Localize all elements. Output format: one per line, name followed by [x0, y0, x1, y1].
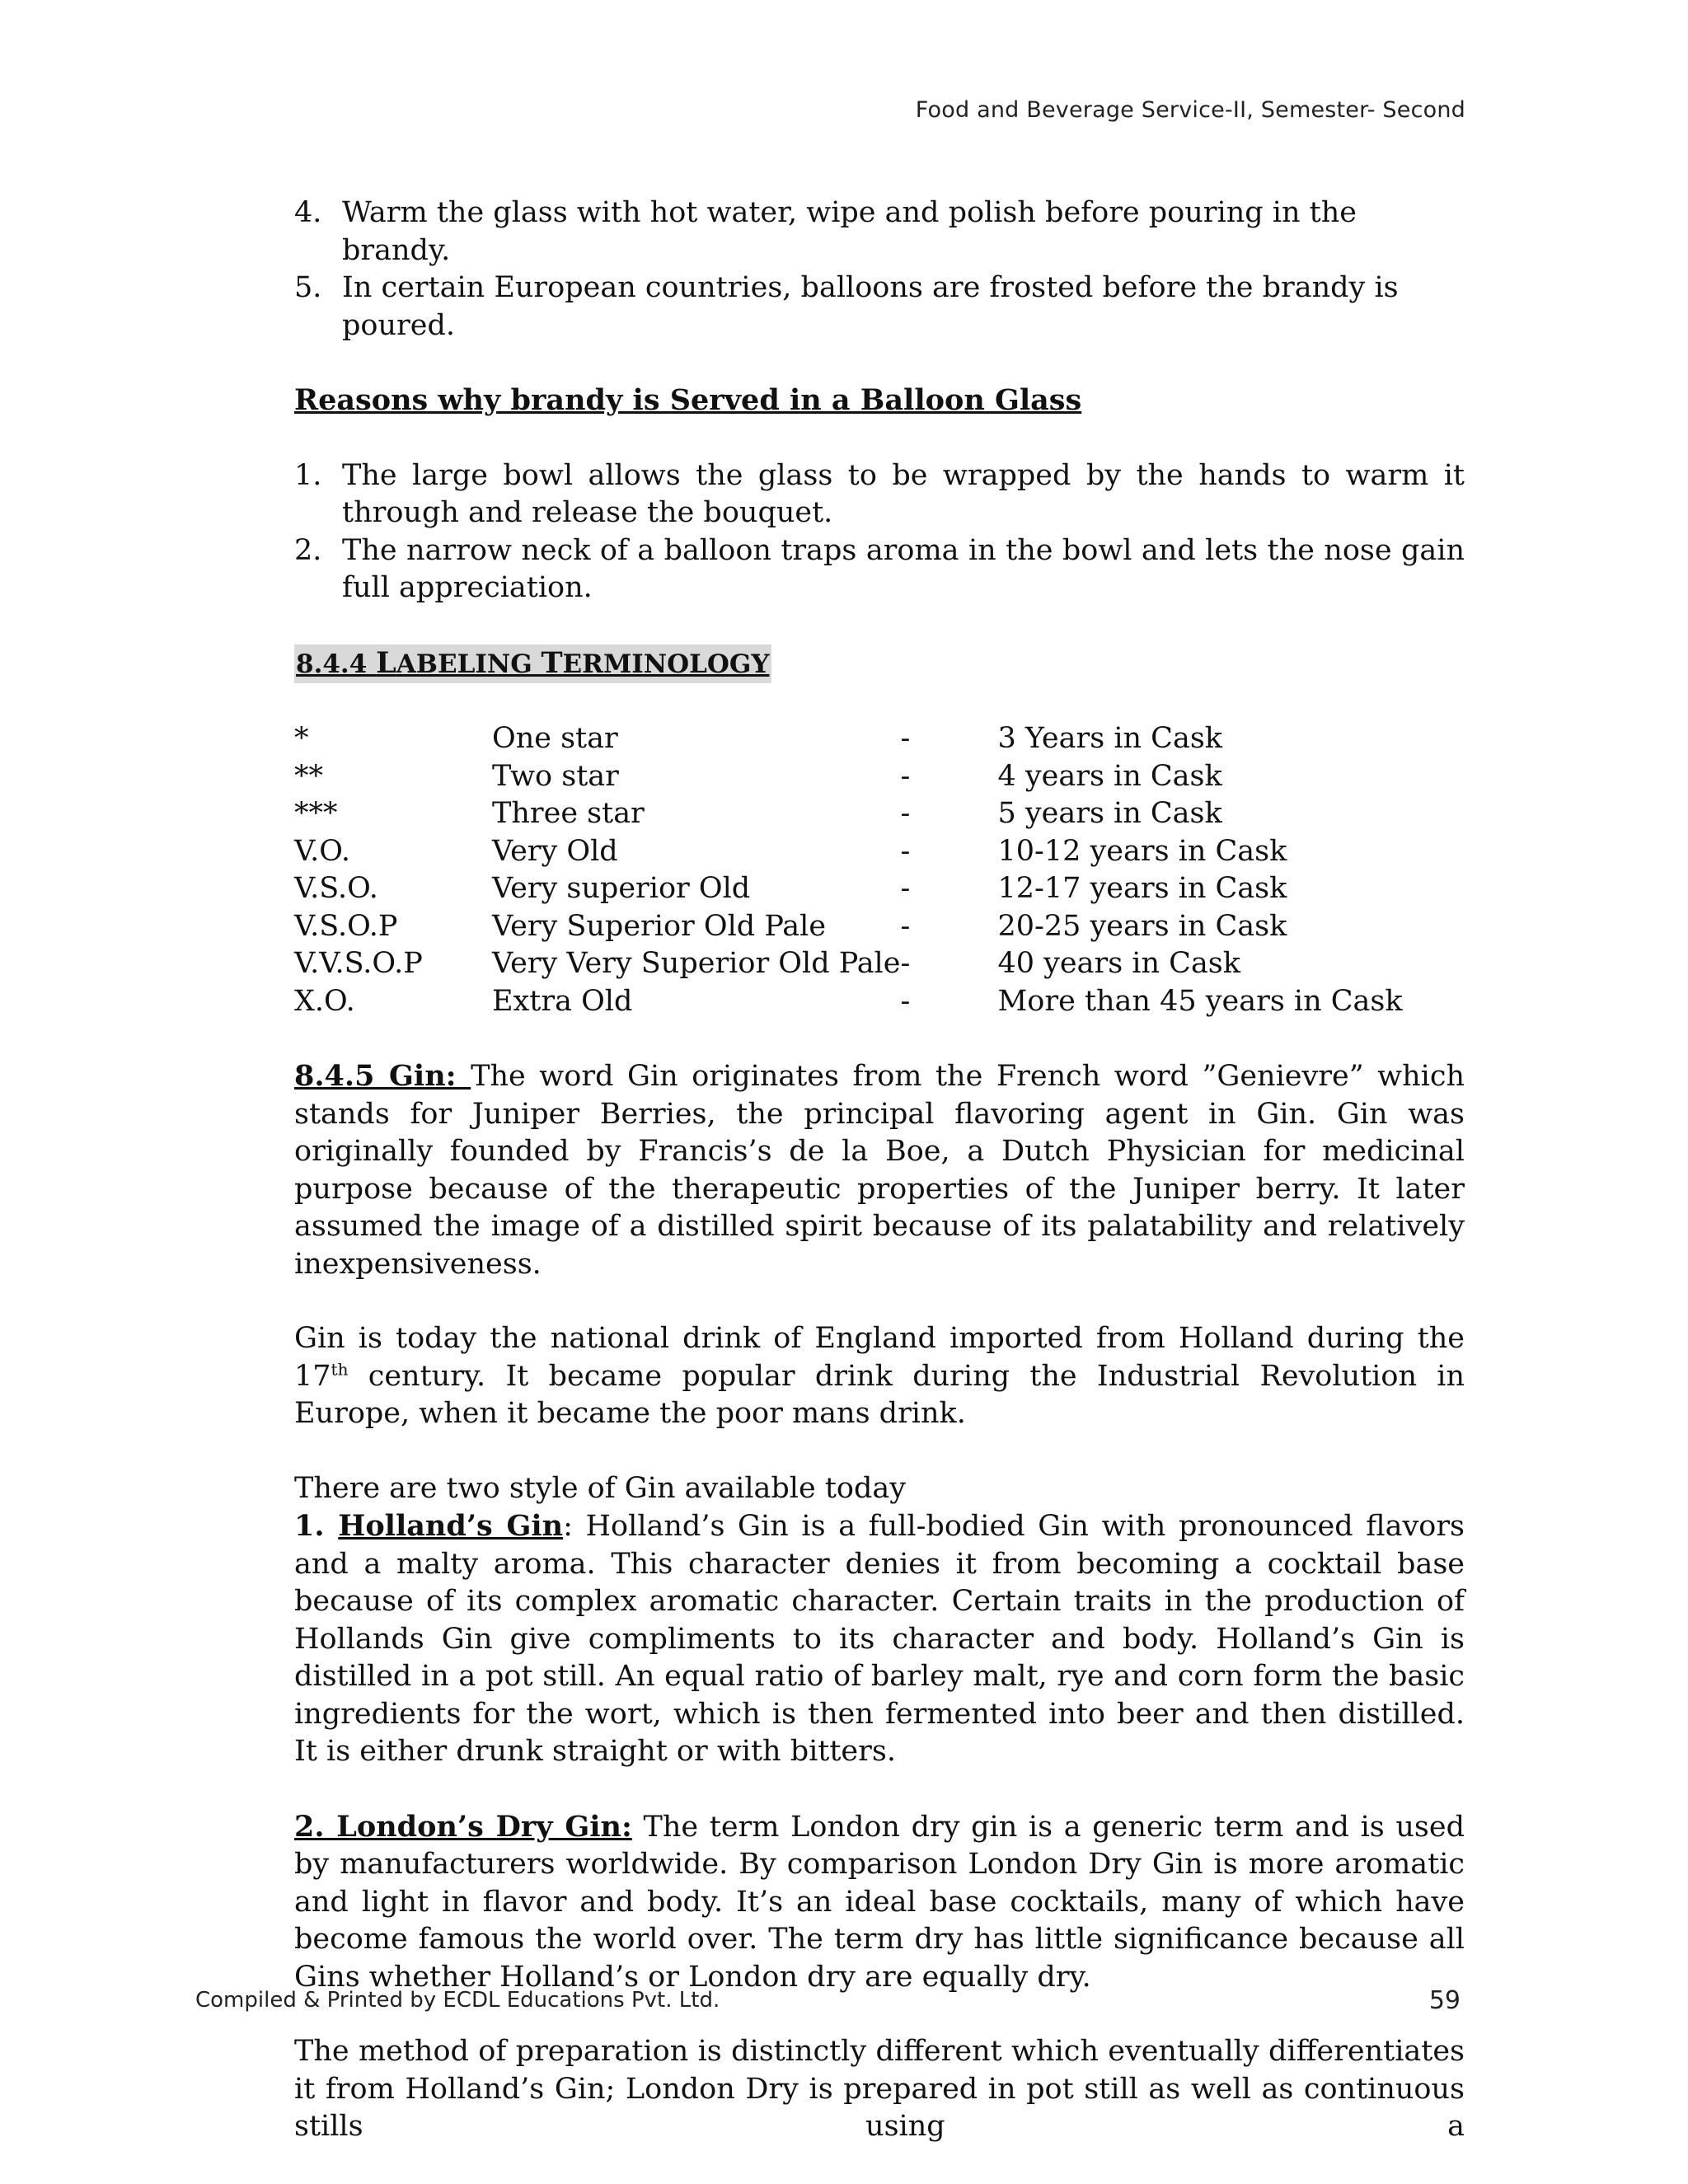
list-number: 1. — [294, 458, 322, 492]
gin-paragraph — [294, 1057, 1465, 1283]
term-age: 40 years in Cask — [997, 947, 1240, 980]
list-item — [294, 269, 1465, 344]
term-age: 10-12 years in Cask — [997, 834, 1287, 868]
gin-text: The word Gin originates from the French word ”Genievre” which stands for Juniper Berries, the principal flavoring agent in Gin. Gin was originally founded by Francis’s de la Boe, a Dutch Physician for medicinal purpose because of the therapeutic properties of the Juniper berry. It later assumed the image of a distilled spirit because of its palatability and relatively inexpensiveness. — [294, 1060, 1465, 1281]
term-code: V.O. — [294, 834, 351, 868]
term-code: ** — [294, 759, 323, 793]
heading-cap: L — [376, 645, 396, 680]
page-number: 59 — [1428, 1986, 1461, 2015]
term-age: 5 years in Cask — [997, 797, 1222, 830]
holland-gin-text: : Holland’s Gin is a full-bodied Gin with pronounced flavors and a malty aroma. This character denies it from becoming a cocktail base because of its complex aromatic character. Certain traits in the production of Hollands Gin give compliments to its character and body. Holland’s Gin is distilled in a pot still. An equal ratio of barley malt, rye and corn form the basic ingredients for the wort, which is then fermented into beer and then distilled. It is either drunk straight or with bitters. — [294, 1510, 1465, 1768]
term-dash: - — [900, 797, 911, 830]
term-code: * — [294, 722, 309, 755]
table-row — [294, 833, 1403, 871]
gin-history-text: century. It became popular drink during the Industrial Revolution in Europe, when it became the poor mans drink. — [294, 1359, 1465, 1430]
term-name: Extra Old — [492, 984, 633, 1018]
term-dash: - — [900, 947, 911, 980]
holland-gin-paragraph — [294, 1507, 1465, 1771]
term-age: More than 45 years in Cask — [997, 984, 1403, 1018]
term-age: 4 years in Cask — [997, 759, 1222, 793]
term-code: V.V.S.O.P — [294, 947, 423, 980]
list-number: 5. — [294, 271, 322, 304]
labeling-table — [294, 720, 1403, 1020]
london-gin-paragraph — [294, 1808, 1465, 1997]
reasons-heading: Reasons why brandy is Served in a Balloon Glass — [294, 383, 1082, 417]
term-age: 12-17 years in Cask — [997, 872, 1287, 905]
list-text: The large bowl allows the glass to be wrapped by the hands to warm it through and release the bouquet. — [342, 458, 1465, 529]
table-row — [294, 870, 1403, 908]
list-item — [294, 532, 1465, 607]
heading-cap: T — [541, 645, 563, 680]
london-gin-text: The term London dry gin is a generic term and is used by manufacturers worldwide. By comparison London Dry Gin is more aromatic and light in flavor and body. It’s an ideal base cocktails, many of which have become famous the world over. The term dry has little significance because all Gins whether Holland’s or London dry are equally dry. — [294, 1810, 1465, 1994]
item-number: 1. — [294, 1509, 339, 1543]
heading-number: 8.4.4 — [296, 649, 377, 679]
term-age: 20-25 years in Cask — [997, 909, 1287, 943]
term-name: Very superior Old — [492, 872, 751, 905]
term-dash: - — [900, 834, 911, 868]
method-paragraph: The method of preparation is distinctly different which eventually differentiates it from Holland’s Gin; London Dry is prepared in pot still as well as continuous stills using a — [294, 2035, 1465, 2143]
table-row — [294, 720, 1403, 758]
term-name: One star — [492, 722, 618, 755]
gin-heading: 8.4.5 Gin: — [294, 1059, 471, 1093]
list-item — [294, 457, 1465, 532]
holland-gin-title: Holland’s Gin — [338, 1509, 564, 1543]
table-row — [294, 908, 1403, 946]
table-row — [294, 758, 1403, 796]
gin-styles-intro: There are two style of Gin available today — [294, 1471, 907, 1505]
term-dash: - — [900, 909, 911, 943]
term-name: Very Superior Old Pale — [492, 909, 827, 943]
term-dash: - — [900, 872, 911, 905]
london-gin-title: 2. London’s Dry Gin: — [294, 1809, 632, 1844]
intro-list — [294, 194, 1465, 344]
term-name: Three star — [492, 797, 645, 830]
table-row — [294, 945, 1403, 983]
term-dash: - — [900, 759, 911, 793]
list-text: The narrow neck of a balloon traps aroma in the bowl and lets the nose gain full appreciation. — [342, 533, 1465, 604]
term-age: 3 Years in Cask — [997, 722, 1223, 755]
heading-smallcaps: ABELING — [396, 649, 542, 679]
term-dash: - — [900, 984, 911, 1018]
gin-history-text: Gin is today the national drink of England imported from Holland during the 17 — [294, 1322, 1465, 1393]
term-code: V.S.O.P — [294, 909, 398, 943]
list-text: In certain European countries, balloons are frosted before the brandy is poured. — [342, 271, 1399, 342]
term-name: Very Very Superior Old Pale — [492, 947, 901, 980]
table-row — [294, 795, 1403, 833]
labeling-heading — [294, 644, 771, 684]
gin-history-paragraph — [294, 1320, 1465, 1433]
term-name: Very Old — [492, 834, 618, 868]
term-name: Two star — [492, 759, 619, 793]
footer-publisher: Compiled & Printed by ECDL Educations Pvt. Ltd. — [195, 1988, 720, 2013]
list-number: 4. — [294, 196, 322, 229]
term-code: *** — [294, 797, 338, 830]
list-number: 2. — [294, 533, 322, 567]
list-item — [294, 194, 1465, 269]
page-header: Food and Beverage Service-II, Semester- Second — [915, 97, 1465, 123]
table-row — [294, 983, 1403, 1021]
term-code: V.S.O. — [294, 872, 378, 905]
reasons-list — [294, 457, 1465, 607]
term-dash: - — [900, 722, 911, 755]
heading-smallcaps: ERMINOLOGY — [562, 649, 770, 679]
page-content — [294, 194, 1465, 2146]
list-text: Warm the glass with hot water, wipe and polish before pouring in the brandy. — [342, 196, 1357, 267]
term-code: X.O. — [294, 984, 355, 1018]
superscript: th — [331, 1358, 349, 1379]
